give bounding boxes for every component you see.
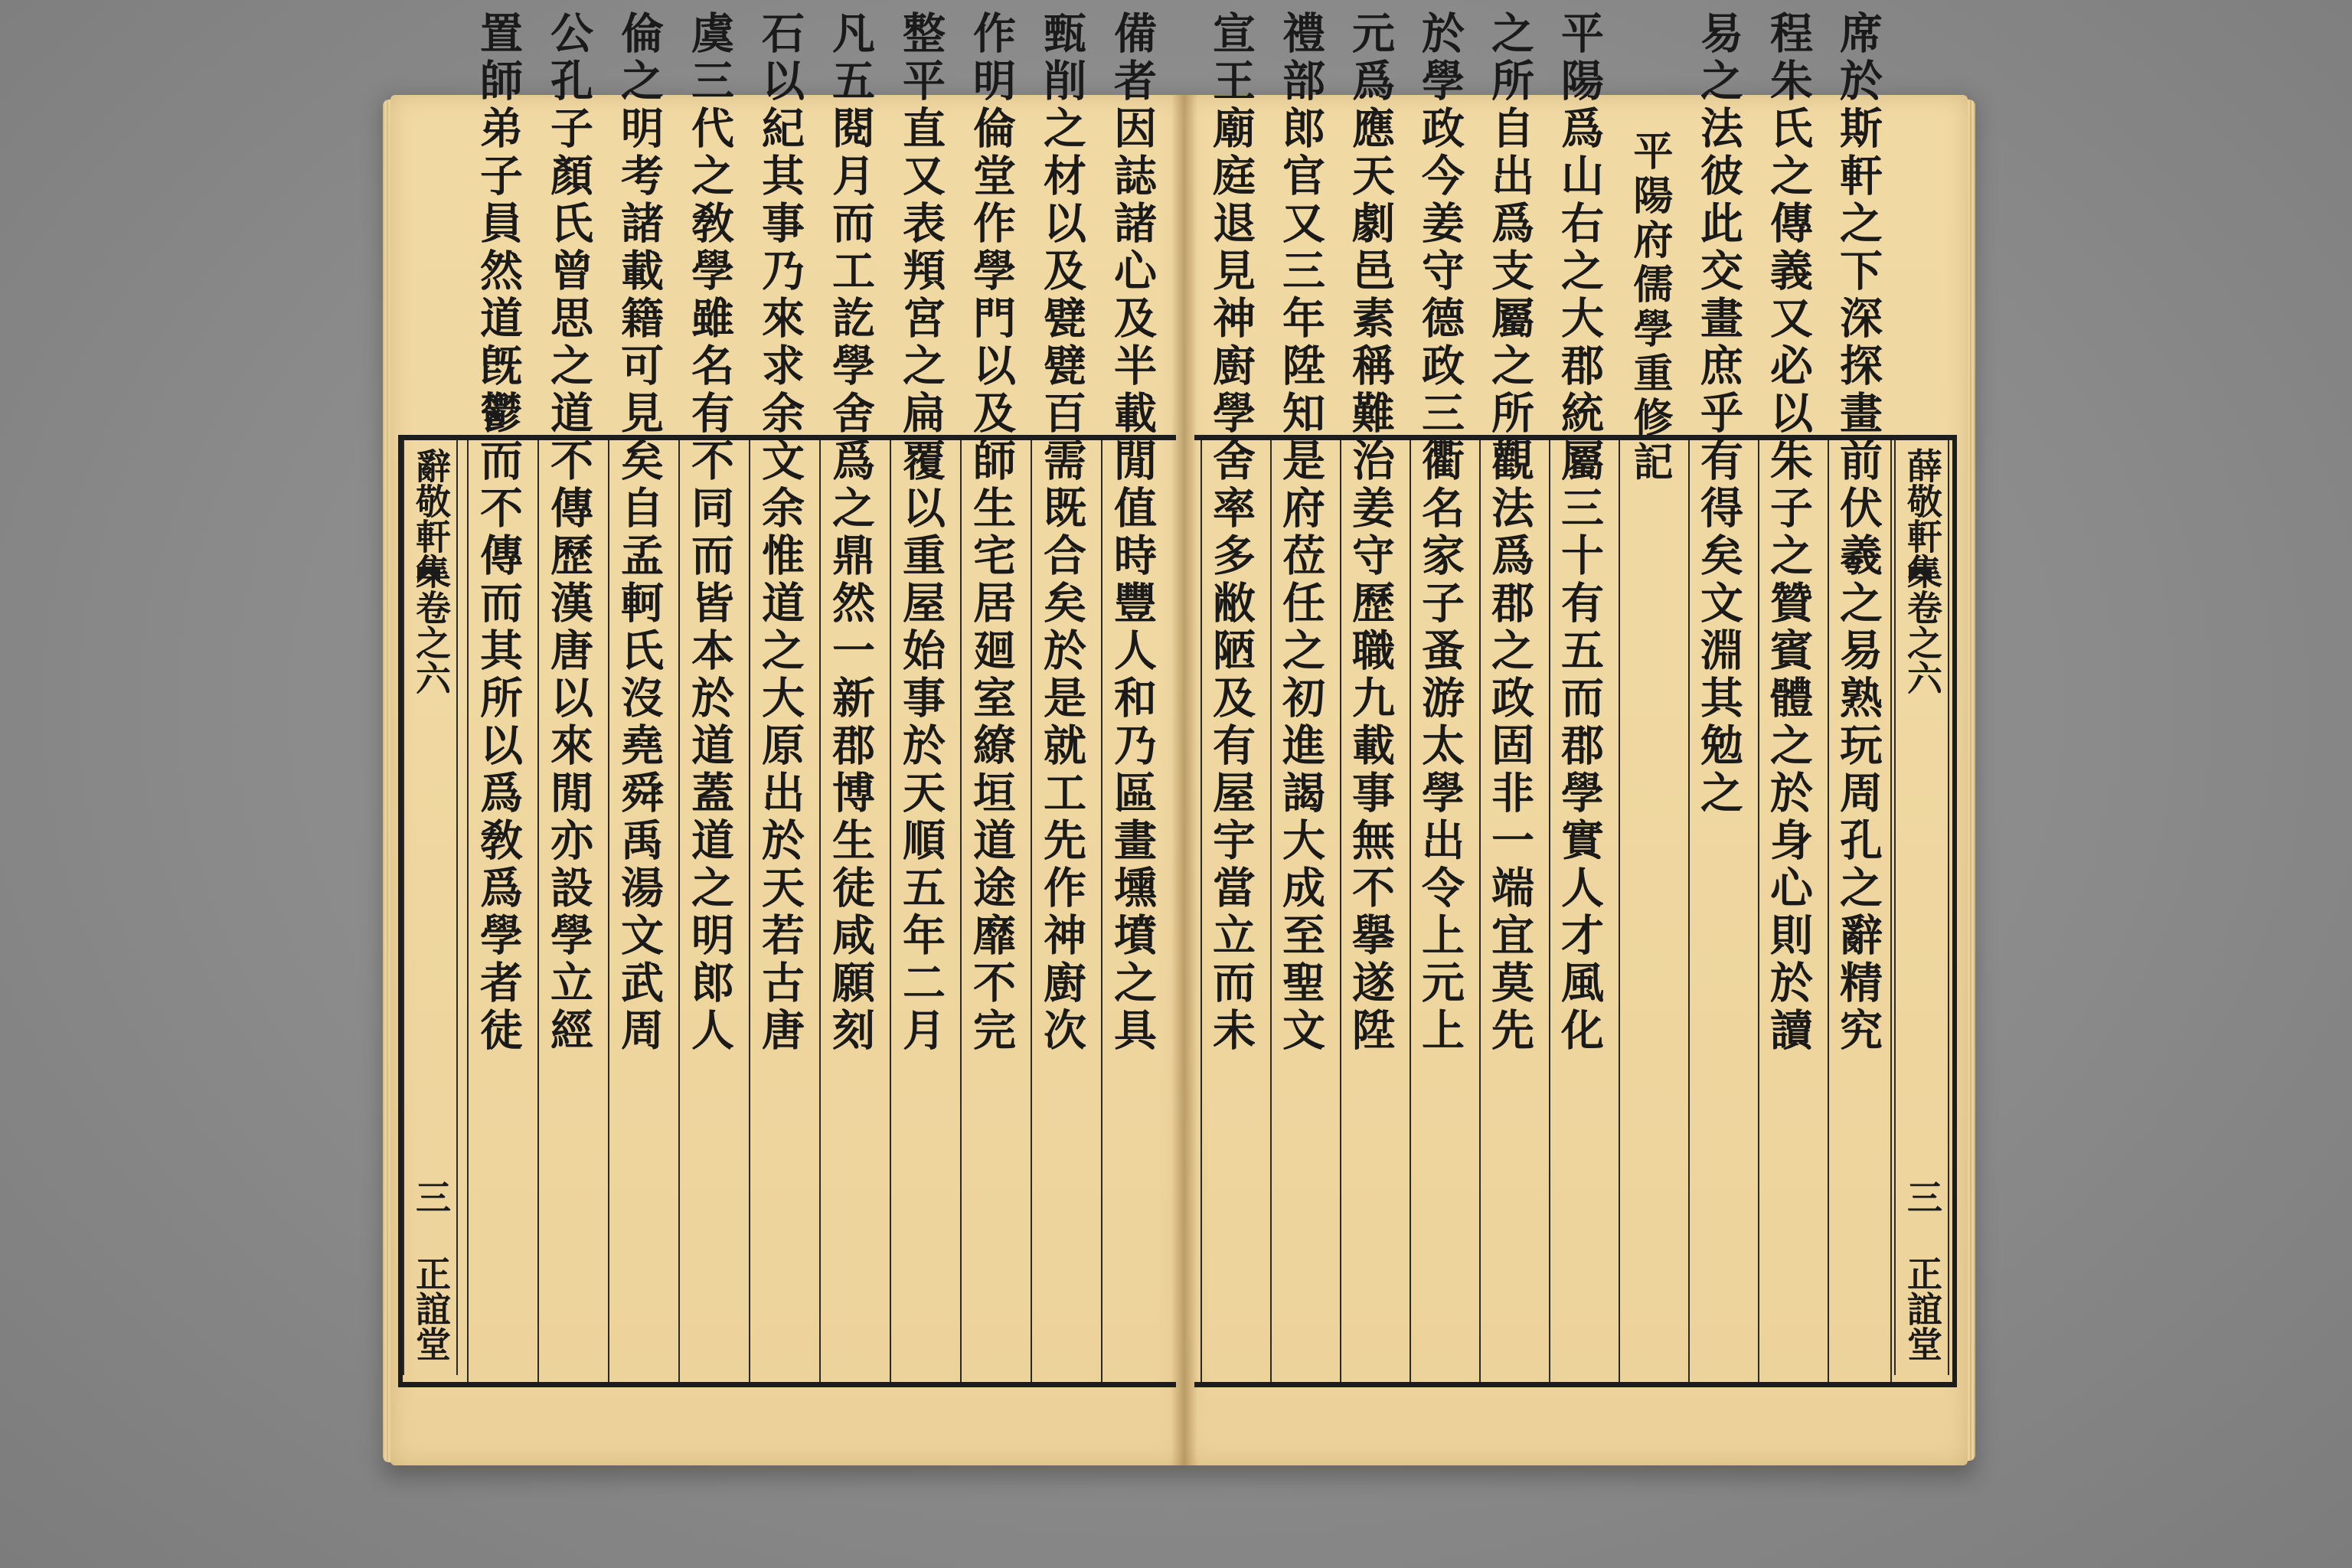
right-section-title: 平陽府儒學重修記 [1626,130,1673,485]
right-margin-volume: 卷之六 [1902,590,1943,695]
left-margin-volume: 卷之六 [410,590,452,695]
column-rule-line [1200,440,1202,1382]
column-rule-line [960,440,962,1382]
column-rule-line [1270,440,1272,1382]
column-rule-line [749,440,750,1382]
column-rule-line [1101,440,1102,1382]
right-text-column: 於學政今姜守德政三衢名家子蚤游太學出令上元上 [1415,11,1465,1055]
column-rule-line [608,440,609,1382]
right-text-column: 程朱氏之傳義又必以朱子之贊賓體之於身心則於讀 [1763,11,1814,1055]
column-rule-line [1410,440,1411,1382]
left-text-column: 虞三代之敎學雖名有不同而皆本於道蓋道之明郎人 [684,11,735,1055]
right-margin-page: 三 [1902,1179,1943,1214]
right-text-column: 平陽爲山右之大郡統屬三十有五而郡學實人才風化 [1554,11,1605,1055]
right-text-column: 席於斯軒之下深探畫前伏羲之易熟玩周孔之辭精究 [1833,11,1883,1055]
column-rule-line [890,440,891,1382]
left-text-column: 倫之明考諸載籍可見矣自孟軻氏沒堯舜禹湯文武周 [614,11,665,1055]
column-rule-line [1828,440,1829,1382]
right-text-column: 易之法彼此交畫庶乎有得矣文淵其勉之 [1694,11,1744,818]
right-text-column: 之所自出爲支屬之所觀法爲郡之政固非一端宜莫先 [1485,11,1535,1055]
column-rule-line [1619,440,1620,1382]
column-rule-line [1758,440,1759,1382]
left-margin-page: 三 [410,1179,452,1214]
left-text-column: 甄削之材以及甓甓百需既合矣於是就工先作神廚次 [1037,11,1087,1055]
right-text-column: 禮部郎官又三年陞知是府莅任之初進謁大成至聖文 [1276,11,1326,1055]
column-rule-line [1031,440,1032,1382]
left-margin-publisher: 正誼堂 [410,1256,452,1361]
column-rule-line [537,440,539,1382]
left-text-column: 整平直又表頖宮之扁覆以重屋始事於天順五年二月 [896,11,946,1055]
left-margin-title: 辭敬軒集 [410,448,452,589]
left-text-column: 備者因誌諸心及半載閒值時豐人和乃區畫壎墳之具 [1107,11,1158,1055]
left-text-column: 置師弟子員然道旣鬱而不傳而其所以爲敎爲學者徒 [473,11,524,1055]
column-rule-line [678,440,680,1382]
column-rule-line [1549,440,1550,1382]
left-text-column: 公孔子顏氏曾思之道不傳歷漢唐以來閒亦設學立經 [544,11,594,1055]
column-rule-line [1890,440,1892,1382]
right-text-column: 宣王廟庭退見神廚學舍率多敝陋及有屋宇當立而未 [1206,11,1256,1055]
right-margin-publisher: 正誼堂 [1902,1256,1943,1361]
column-rule-line [1340,440,1341,1382]
right-margin-title: 薛敬軒集 [1902,448,1943,589]
left-text-column: 凡五閱月而工訖學舍爲之鼎然一新郡博生徒咸願刻 [825,11,876,1055]
column-rule-line [819,440,821,1382]
column-rule-line [467,440,469,1382]
left-text-column: 作明倫堂作學門以及師生宅居廻室繚垣道途靡不完 [966,11,1017,1055]
right-text-column: 元爲應天劇邑素稱難治姜守歷職九載事無不擧遂陞 [1345,11,1396,1055]
left-text-column: 石以紀其事乃來求余文余惟道之大原出於天若古唐 [755,11,805,1055]
column-rule-line [1479,440,1481,1382]
column-rule-line [1688,440,1690,1382]
